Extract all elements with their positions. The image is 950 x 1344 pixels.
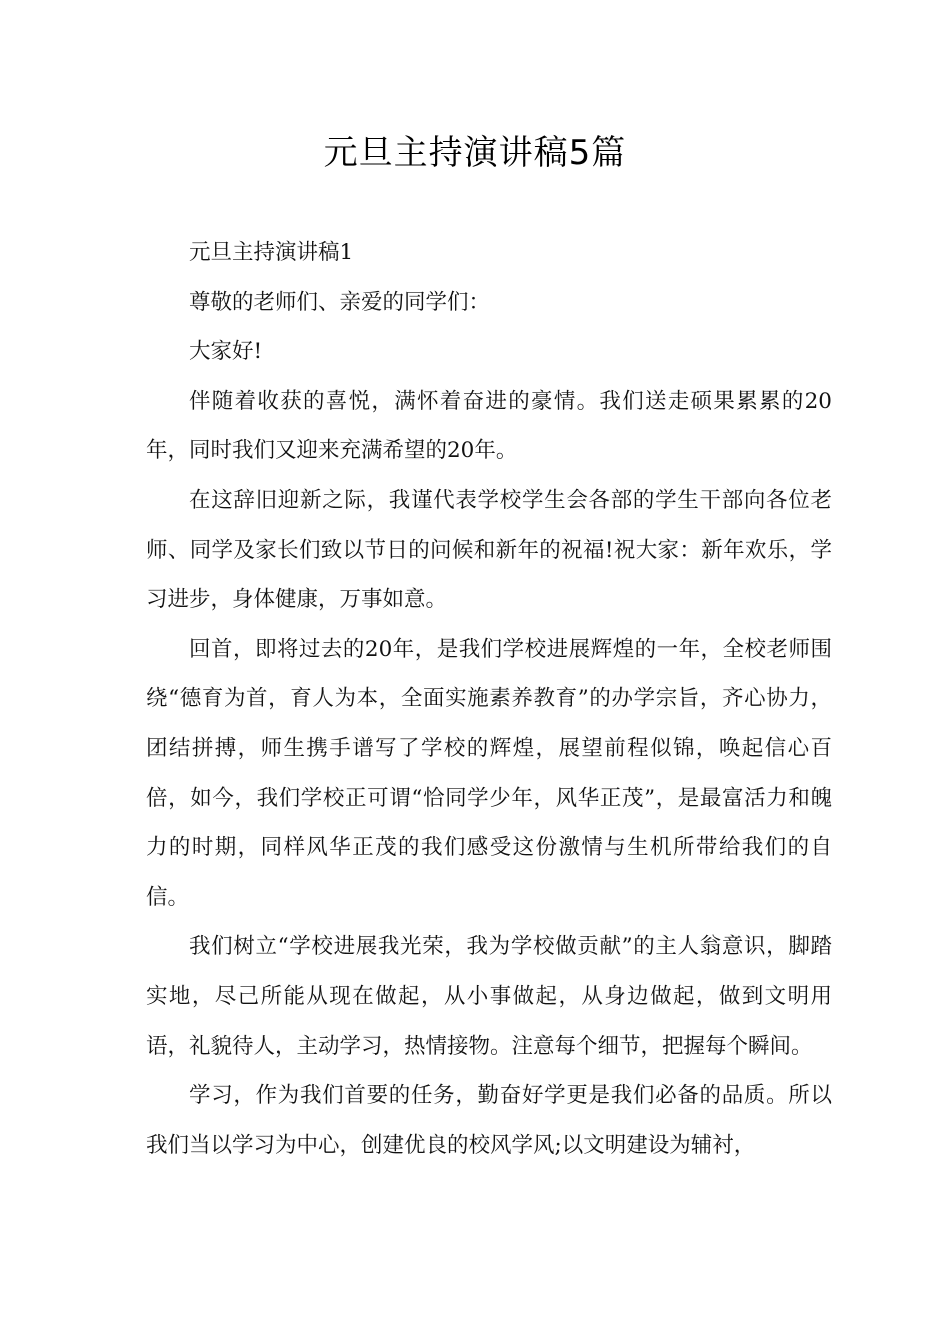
salutation: 尊敬的老师们、亲爱的同学们： (189, 289, 491, 315)
document-body (146, 228, 832, 1170)
section-heading: 元旦主持演讲稿1 (189, 240, 354, 265)
paragraph: 学习，作为我们首要的任务，勤奋好学更是我们必备的品质。所以我们当以学习为中心，创建优良的校风学风;以文明建设为辅衬， (146, 1083, 832, 1158)
greeting: 大家好! (189, 339, 263, 365)
document-title: 元旦主持演讲稿5篇 (323, 133, 627, 173)
paragraph: 在这辞旧迎新之际，我谨代表学校学生会各部的学生干部向各位老师、同学及家长们致以节日的问候和新年的祝福!祝大家：新年欢乐，学习进步，身体健康，万事如意。 (146, 487, 832, 613)
paragraph: 回首，即将过去的20年，是我们学校进展辉煌的一年，全校老师围绕“德育为首，育人为本，全面实施素养教育”的办学宗旨，齐心协力，团结拼搏，师生携手谱写了学校的辉煌，展望前程似锦，唤起信心百倍，如今，我们学校正可谓“恰同学少年，风华正茂”，是最富活力和魄力的时期，同样风华正茂的我们感受这份激情与生机所带给我们的自信。 (146, 636, 832, 910)
paragraph: 伴随着收获的喜悦，满怀着奋进的豪情。我们送走硕果累累的20年，同时我们又迎来充满希望的20年。 (146, 388, 832, 464)
paragraph: 我们树立“学校进展我光荣，我为学校做贡献”的主人翁意识，脚踏实地，尽己所能从现在做起，从小事做起，从身边做起，做到文明用语，礼貌待人，主动学习，热情接物。注意每个细节，把握每个瞬间。 (146, 934, 832, 1059)
